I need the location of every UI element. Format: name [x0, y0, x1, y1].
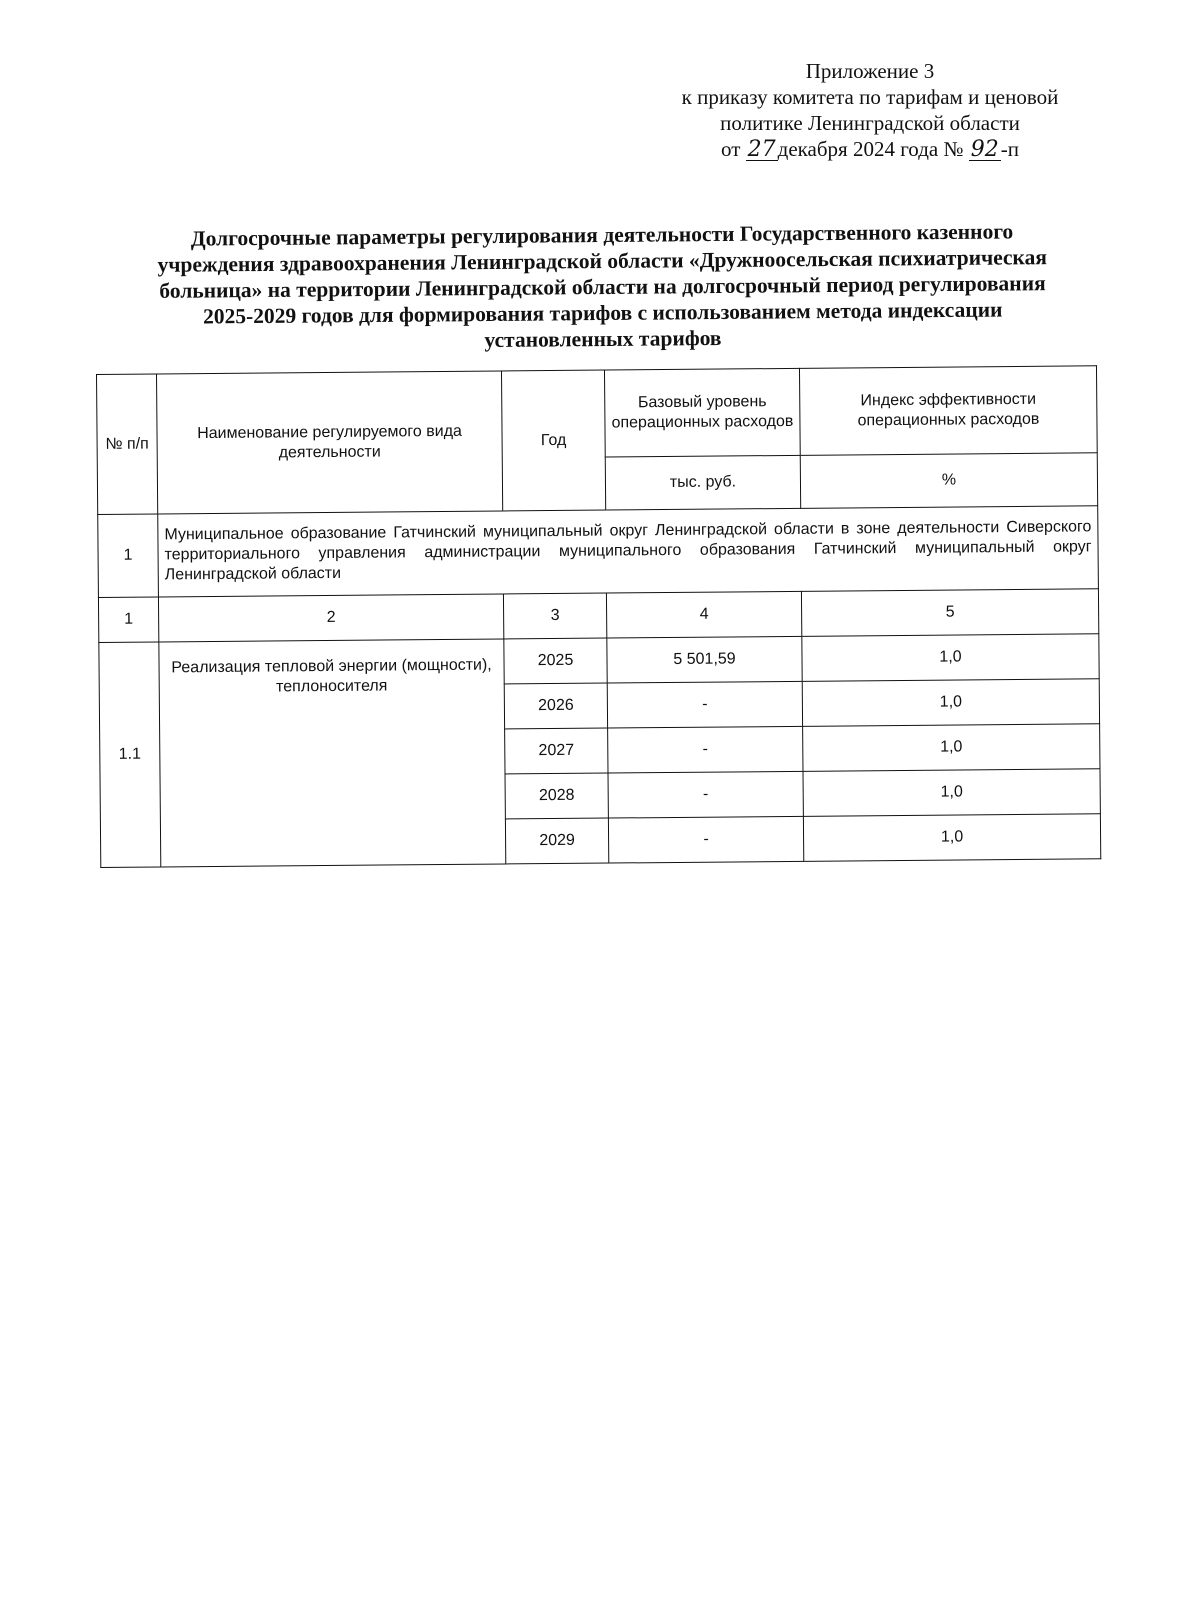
group-municipality: Муниципальное образование Гатчинский муниципальный округ Ленинградской области в зоне деятельности Сиверского территориального управления администрации муниципального образования Гатчинский муниципальный округ Ленинградской области: [158, 506, 1099, 597]
column-number: 1: [98, 597, 158, 643]
item-num: 1.1: [99, 642, 161, 868]
date-middle: декабря 2024 года №: [777, 137, 964, 161]
appendix-header: [640, 58, 1100, 162]
order-reference: к приказу комитета по тарифам и ценовой: [681, 85, 1059, 109]
row-base-level: -: [608, 816, 803, 863]
row-efficiency-index: 1,0: [802, 679, 1099, 727]
header-num: № п/п: [97, 374, 158, 515]
header-base-level: Базовый уровень операционных расходов: [604, 368, 800, 457]
unit-base-level: тыс. руб.: [605, 455, 800, 510]
column-number: 4: [606, 591, 801, 638]
unit-efficiency-index: %: [800, 453, 1097, 509]
row-base-level: -: [607, 681, 802, 728]
date-prefix: от: [721, 137, 741, 161]
title-line-5: установленных тарифов: [484, 325, 722, 353]
row-base-level: -: [608, 771, 803, 818]
handwritten-day: 27: [747, 137, 776, 162]
row-efficiency-index: 1,0: [803, 724, 1100, 772]
item-activity-name: Реализация тепловой энергии (мощности), теплоносителя: [159, 639, 506, 867]
title-line-3: больница» на территории Ленинградской области на долгосрочный период регулирования: [159, 271, 1046, 303]
row-efficiency-index: 1,0: [803, 814, 1100, 862]
title-line-1: Долгосрочные параметры регулирования деятельности Государственного казенного: [190, 219, 1014, 251]
number-suffix: -п: [1000, 137, 1019, 161]
title-line-2: учреждения здравоохранения Ленинградской области «Дружноосельская психиатрическая: [157, 245, 1048, 277]
order-date-line: [640, 136, 1100, 162]
header-efficiency-index: Индекс эффективности операционных расходов: [799, 366, 1097, 456]
column-number: 5: [801, 589, 1098, 637]
row-year: 2026: [504, 683, 607, 729]
row-year: 2025: [504, 638, 607, 684]
committee-name: политике Ленинградской области: [720, 111, 1020, 135]
row-base-level: 5 501,59: [607, 636, 802, 683]
appendix-number: Приложение 3: [805, 59, 935, 83]
parameters-table-wrapper: [96, 365, 1112, 868]
header-year: Год: [501, 370, 605, 511]
header-activity-name: Наименование регулируемого вида деятельности: [157, 371, 503, 514]
row-year: 2027: [505, 728, 608, 774]
row-year: 2029: [505, 818, 608, 864]
row-year: 2028: [505, 773, 608, 819]
row-base-level: -: [608, 726, 803, 773]
column-number: 2: [158, 594, 503, 642]
row-efficiency-index: 1,0: [802, 634, 1099, 682]
title-line-4: 2025-2029 годов для формирования тарифов с использованием метода индексации: [202, 297, 1003, 329]
column-number: 3: [503, 593, 606, 639]
document-title: [89, 218, 1115, 357]
parameters-table: [96, 365, 1101, 868]
group-row: [98, 506, 1099, 598]
table-header-row: [97, 366, 1098, 462]
row-efficiency-index: 1,0: [803, 769, 1100, 817]
handwritten-number: 92: [970, 137, 999, 162]
group-num: 1: [98, 514, 159, 598]
